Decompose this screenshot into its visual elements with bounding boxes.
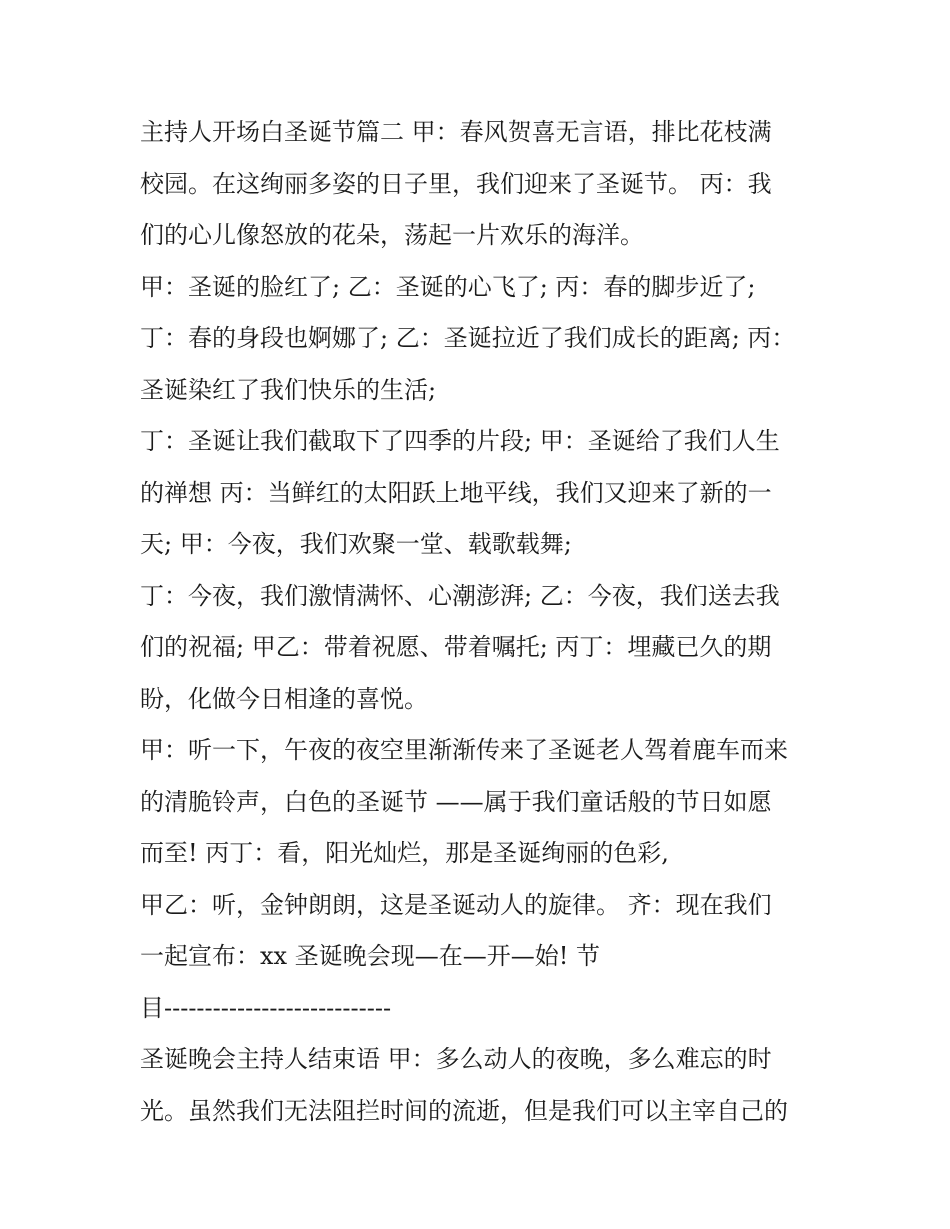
text-line-12: 盼，化做今日相逢的喜悦。 xyxy=(140,684,428,713)
text-line-20: 光。虽然我们无法阻拦时间的流逝，但是我们可以主宰自己的 xyxy=(140,1096,788,1125)
text-line-7: 丁：圣诞让我们截取下了四季的片段; 甲：圣诞给了我们人生 xyxy=(140,427,780,455)
text-line-3: 们的心儿像怒放的花朵，荡起一片欢乐的海洋。 xyxy=(140,221,644,249)
text-line-18: 目---------------------------- xyxy=(140,993,392,1022)
text-line-6: 圣诞染红了我们快乐的生活; xyxy=(140,375,437,404)
text-line-11: 们的祝福; 甲乙：带着祝愿、带着嘱托; 丙丁：埋藏已久的期 xyxy=(140,633,772,661)
text-line-19: 圣诞晚会主持人结束语 甲：多么动人的夜晚，多么难忘的时 xyxy=(140,1045,772,1073)
text-line-8: 的禅想 丙：当鲜红的太阳跃上地平线，我们又迎来了新的一 xyxy=(140,478,772,507)
text-line-2: 校园。在这绚丽多姿的日子里，我们迎来了圣诞节。 丙：我 xyxy=(140,169,772,198)
text-line-15: 而至! 丙丁：看，阳光灿烂，那是圣诞绚丽的色彩, xyxy=(140,839,669,867)
text-line-17: 一起宣布：xx 圣诞晚会现—在—开—始! 节 xyxy=(140,942,600,970)
text-line-4: 甲：圣诞的脸红了; 乙：圣诞的心飞了; 丙：春的脚步近了; xyxy=(140,272,756,301)
text-line-14: 的清脆铃声，白色的圣诞节 ——属于我们童话般的节日如愿 xyxy=(140,787,772,816)
document-body xyxy=(140,107,830,1137)
text-line-9: 天; 甲：今夜，我们欢聚一堂、载歌载舞; xyxy=(140,530,572,558)
text-line-13: 甲：听一下，午夜的夜空里渐渐传来了圣诞老人驾着鹿车而来 xyxy=(140,736,788,764)
text-line-1: 主持人开场白圣诞节篇二 甲：春风贺喜无言语，排比花枝满 xyxy=(140,118,772,146)
text-line-5: 丁：春的身段也婀娜了; 乙：圣诞拉近了我们成长的距离; 丙： xyxy=(140,324,796,352)
text-line-10: 丁：今夜，我们激情满怀、心潮澎湃; 乙：今夜，我们送去我 xyxy=(140,581,780,610)
text-line-16: 甲乙：听，金钟朗朗，这是圣诞动人的旋律。 齐：现在我们 xyxy=(140,890,772,919)
